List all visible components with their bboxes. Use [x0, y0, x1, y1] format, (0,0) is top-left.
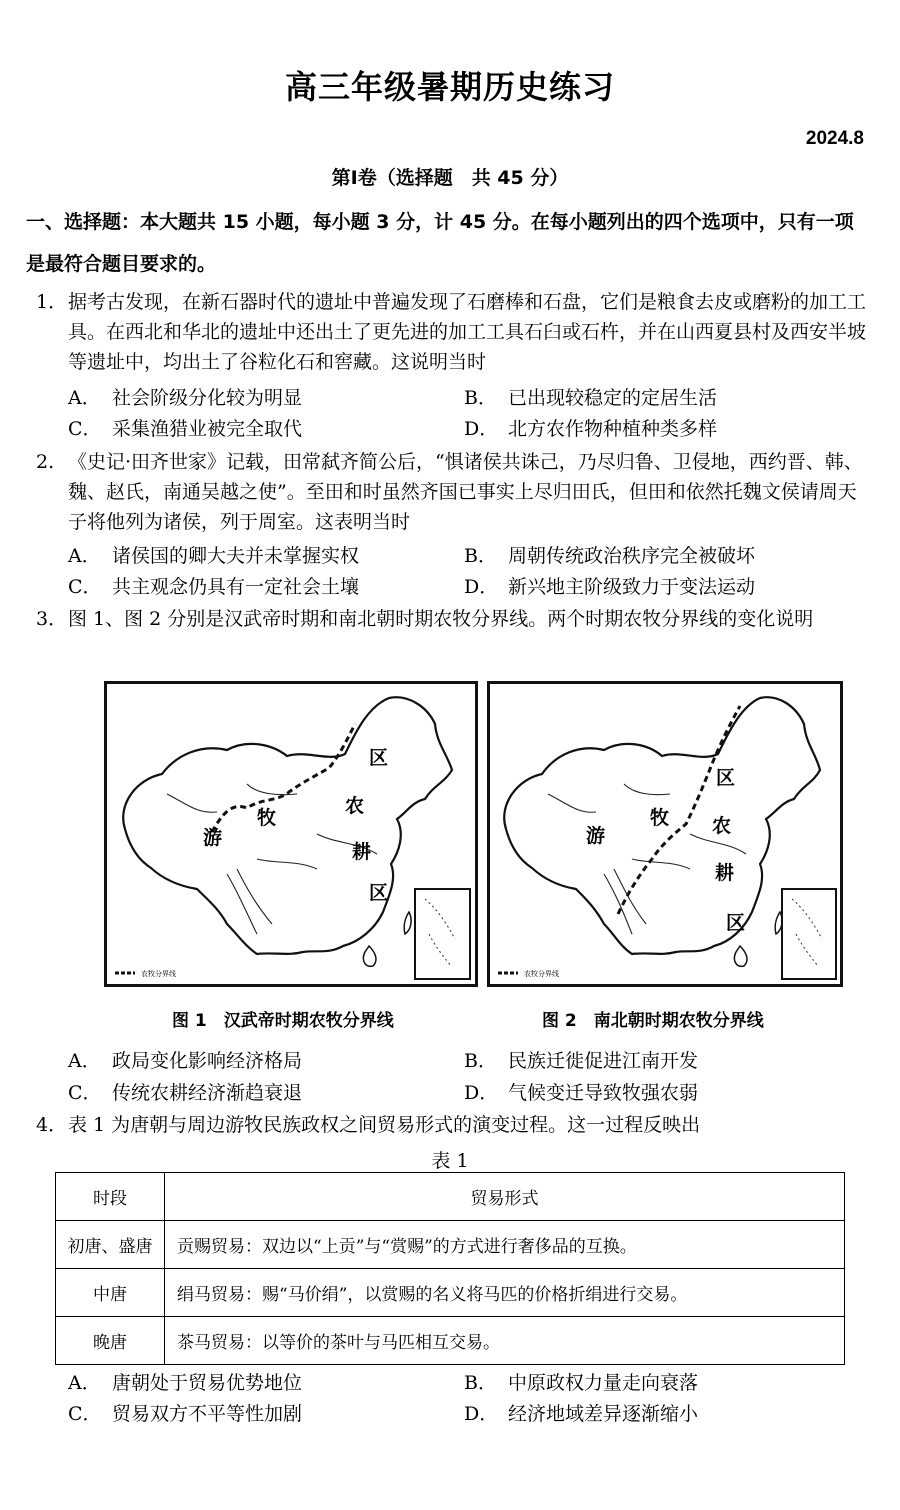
option-text: 中原政权力量走向衰落	[508, 1372, 699, 1394]
islands	[363, 912, 411, 966]
region-char-geng: 耕	[715, 862, 735, 884]
question-4-stem	[36, 1110, 866, 1140]
question-number: 4．	[36, 1114, 68, 1136]
option-text: 采集渔猎业被完全取代	[112, 418, 303, 440]
table-cell-period: 晚唐	[56, 1317, 165, 1365]
question-number: 1．	[36, 291, 68, 313]
option-letter: D．	[464, 1082, 499, 1104]
region-char-qu-1: 区	[369, 747, 389, 769]
region-char-you: 游	[203, 827, 223, 849]
q2-option-a[interactable]	[68, 541, 359, 571]
option-letter: C．	[68, 576, 102, 598]
q2-option-d[interactable]	[464, 572, 755, 602]
option-letter: D．	[464, 1403, 499, 1425]
question-2-stem	[36, 447, 866, 537]
option-text: 诸侯国的卿大夫并未掌握实权	[112, 545, 360, 567]
exam-date: 2024.8	[805, 128, 864, 149]
legend-label: 农牧分界线	[141, 970, 176, 978]
q4-option-a[interactable]	[68, 1368, 302, 1398]
option-text: 传统农耕经济渐趋衰退	[112, 1082, 303, 1104]
q2-option-b[interactable]	[464, 541, 755, 571]
q3-option-a[interactable]	[68, 1046, 302, 1076]
q3-option-d[interactable]	[464, 1078, 698, 1108]
option-letter: A．	[68, 1050, 101, 1072]
table-row	[56, 1317, 845, 1365]
question-text: 图 1、图 2 分别是汉武帝时期和南北朝时期农牧分界线。两个时期农牧分界线的变化说明	[68, 608, 814, 630]
figure-2-caption: 图 2 南北朝时期农牧分界线	[542, 1011, 764, 1031]
q3-option-b[interactable]	[464, 1046, 698, 1076]
option-letter: A．	[68, 387, 101, 409]
option-text: 已出现较稳定的定居生活	[508, 387, 718, 409]
question-number: 2.	[36, 451, 55, 473]
table-header-trade-form: 贸易形式	[165, 1173, 845, 1221]
china-map-han-dynasty	[107, 684, 475, 984]
table-header-row	[56, 1173, 845, 1221]
region-char-qu-2: 区	[369, 882, 389, 904]
option-letter: D．	[464, 576, 499, 598]
option-text: 经济地域差异逐渐缩小	[508, 1403, 699, 1425]
figure-1-caption: 图 1 汉武帝时期农牧分界线	[172, 1011, 394, 1031]
q4-option-b[interactable]	[464, 1368, 698, 1398]
option-text: 气候变迁导致牧强农弱	[508, 1082, 699, 1104]
option-letter: A．	[68, 1372, 101, 1394]
map-figure-2	[487, 681, 843, 987]
trade-forms-table	[55, 1172, 845, 1365]
table-row	[56, 1221, 845, 1269]
legend-label: 农牧分界线	[524, 970, 559, 978]
option-letter: B．	[464, 545, 497, 567]
q1-option-a[interactable]	[68, 383, 302, 413]
table-row	[56, 1269, 845, 1317]
question-text: 表 1 为唐朝与周边游牧民族政权之间贸易形式的演变过程。这一过程反映出	[68, 1114, 701, 1136]
option-text: 唐朝处于贸易优势地位	[112, 1372, 303, 1394]
option-text: 贸易双方不平等性加剧	[112, 1403, 303, 1425]
option-letter: C．	[68, 418, 102, 440]
region-char-mu: 牧	[650, 807, 670, 829]
q1-option-b[interactable]	[464, 383, 717, 413]
table-cell-trade-form: 茶马贸易：以等价的茶叶与马匹相互交易。	[165, 1317, 845, 1365]
table-cell-trade-form: 贡赐贸易：双边以“上贡”与“赏赐”的方式进行奢侈品的互换。	[165, 1221, 845, 1269]
option-text: 民族迁徙促进江南开发	[508, 1050, 699, 1072]
q2-option-c[interactable]	[68, 572, 359, 602]
section-heading: 一、选择题：本大题共 15 小题，每小题 3 分，计 45 分。在每小题列出的四个选项中，只有一项是最符合题目要求的。	[26, 211, 854, 275]
option-letter: B．	[464, 387, 497, 409]
part-heading: 第Ⅰ卷（选择题 共 45 分）	[331, 167, 569, 189]
q1-option-c[interactable]	[68, 414, 302, 444]
table-header-period: 时段	[56, 1173, 165, 1221]
region-char-qu-1: 区	[716, 767, 736, 789]
q1-option-d[interactable]	[464, 414, 717, 444]
south-sea-inset	[782, 889, 836, 979]
option-text: 社会阶级分化较为明显	[112, 387, 303, 409]
q3-option-c[interactable]	[68, 1078, 302, 1108]
option-letter: A．	[68, 545, 101, 567]
page-title: 高三年级暑期历史练习	[284, 68, 615, 106]
region-char-nong: 农	[712, 815, 732, 837]
south-sea-inset	[415, 889, 470, 979]
option-letter: C．	[68, 1082, 102, 1104]
table-cell-trade-form: 绢马贸易：赐“马价绢”，以赏赐的名义将马匹的价格折绢进行交易。	[165, 1269, 845, 1317]
option-text: 政局变化影响经济格局	[112, 1050, 303, 1072]
option-letter: C．	[68, 1403, 102, 1425]
q4-option-d[interactable]	[464, 1399, 698, 1429]
region-char-geng: 耕	[352, 841, 372, 863]
table-cell-period: 中唐	[56, 1269, 165, 1317]
question-text: 《史记·田齐世家》记载，田常弑齐简公后，“惧诸侯共诛己，乃尽归鲁、卫侵地，西约晋、韩、魏、赵氏，南通吴越之使”。至田和时虽然齐国已事实上尽归田氏，但田和依然托魏文侯请周天子将他列为诸侯，列于周室。这表明当时	[68, 451, 863, 533]
option-letter: B．	[464, 1050, 497, 1072]
option-text: 北方农作物种植种类多样	[508, 418, 718, 440]
table-cell-period: 初唐、盛唐	[56, 1221, 165, 1269]
question-3-stem	[36, 604, 866, 634]
region-char-you: 游	[586, 825, 606, 847]
region-char-mu: 牧	[257, 807, 277, 829]
region-char-nong: 农	[345, 795, 365, 817]
table-caption: 表 1	[431, 1150, 469, 1172]
question-1-stem	[36, 287, 866, 377]
rivers-and-borders	[548, 784, 746, 934]
q4-option-c[interactable]	[68, 1399, 302, 1429]
option-text: 周朝传统政治秩序完全被破坏	[508, 545, 756, 567]
option-text: 新兴地主阶级致力于变法运动	[508, 576, 756, 598]
question-text: 据考古发现，在新石器时代的遗址中普遍发现了石磨棒和石盘，它们是粮食去皮或磨粉的加工工具。在西北和华北的遗址中还出土了更先进的加工工具石臼或石杵，并在山西夏县村及西安半坡等遗址中，均出土了谷粒化石和窖藏。这说明当时	[68, 291, 867, 373]
map-figure-1	[104, 681, 478, 987]
option-letter: B．	[464, 1372, 497, 1394]
question-number: 3．	[36, 608, 68, 630]
option-letter: D．	[464, 418, 499, 440]
option-text: 共主观念仍具有一定社会土壤	[112, 576, 360, 598]
agro-pastoral-boundary-line	[212, 724, 355, 832]
country-outline	[123, 697, 452, 954]
china-map-northern-southern-dynasties	[490, 684, 840, 984]
region-char-qu-2: 区	[726, 912, 746, 934]
